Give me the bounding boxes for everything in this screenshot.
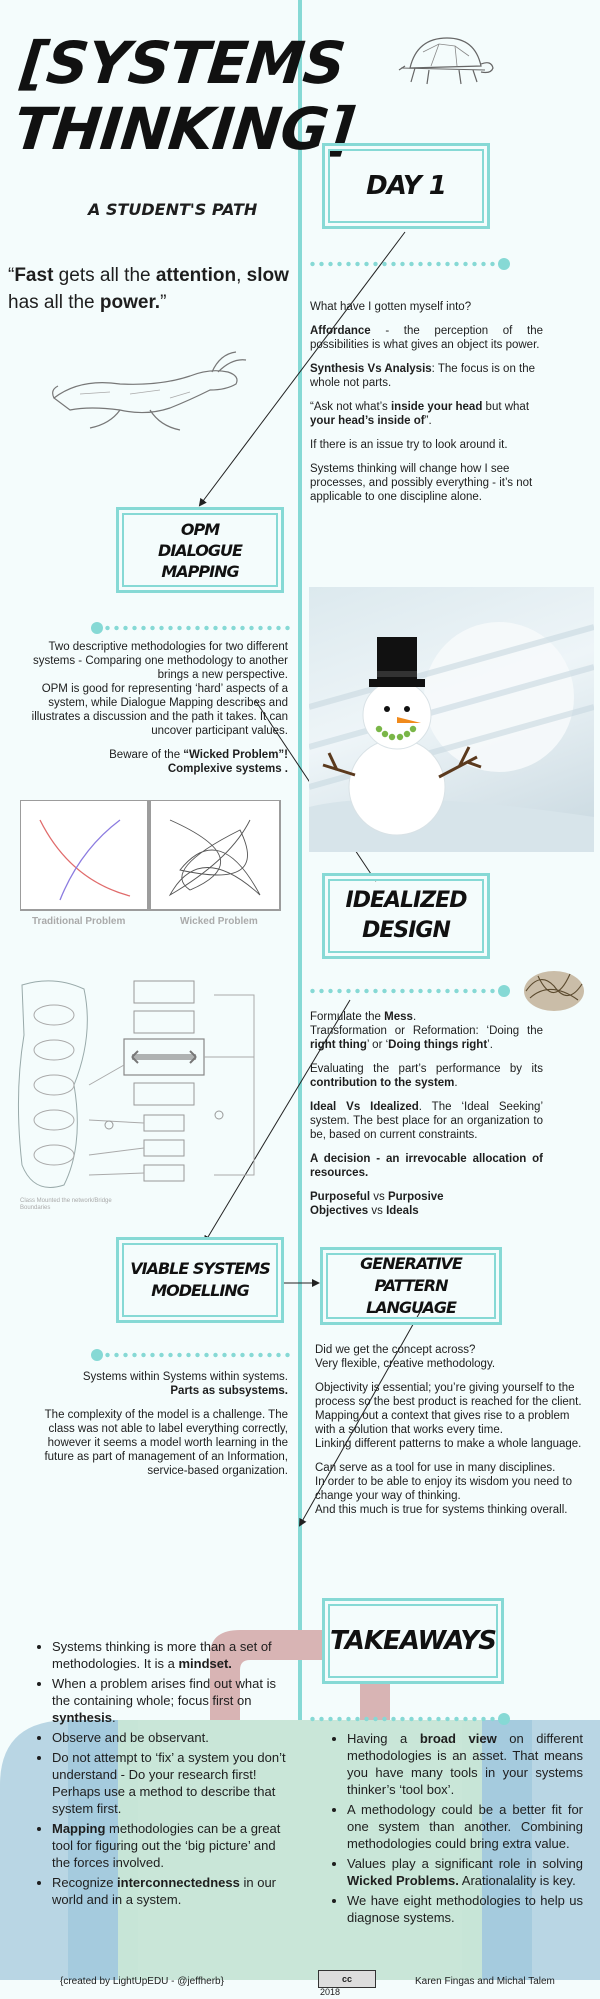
gpl-heading-line2: LANGUAGE bbox=[366, 1298, 456, 1317]
idealized-mess: Formulate the Mess. bbox=[310, 1011, 417, 1023]
vsm-text bbox=[22, 1370, 288, 1488]
day1-affordance: Affordance - the perception of the possibilities is what gives an object its power. bbox=[310, 325, 543, 351]
takeaway-right-item: • Values play a significant role in solving Wicked Problems. Arationalality is key. bbox=[347, 1855, 583, 1889]
idealized-objectives: Objectives vs Ideals bbox=[310, 1205, 419, 1217]
opm-complexive: Complexive systems . bbox=[167, 763, 288, 775]
takeaway-left-item: • Do not attempt to ‘fix’ a system you don’t understand - Do your research first! Perhaps use a method to describe that system first. bbox=[52, 1749, 292, 1817]
dots-divider-idealized-end bbox=[498, 985, 510, 997]
opm-description-2: OPM is good for representing ‘hard’ aspects of a system, while Dialogue Mapping describes and illustrates a discussion and the path it takes. It can uncover participant values. bbox=[31, 683, 288, 737]
dots-divider-takeaways-end bbox=[498, 1713, 510, 1725]
day1-heading: DAY 1 bbox=[366, 171, 446, 201]
day1-heading-box bbox=[322, 143, 490, 229]
gpl-concept: Did we get the concept across? bbox=[315, 1344, 476, 1356]
dots-divider-day1 bbox=[308, 261, 498, 267]
idealized-purposeful: Purposeful vs Purposive bbox=[310, 1191, 444, 1203]
gpl-linking: Linking different patterns to make a whole language. bbox=[315, 1438, 582, 1450]
traditional-problem-label: Traditional Problem bbox=[32, 916, 126, 927]
dots-divider-vsm-start bbox=[91, 1349, 103, 1361]
opm-heading-line2: DIALOGUE bbox=[158, 540, 242, 560]
snowman-photo bbox=[309, 587, 594, 852]
gpl-objectivity: Objectivity is essential; you’re giving yourself to the process so the best product is reached for the client. bbox=[315, 1382, 582, 1408]
opm-description: Two descriptive methodologies for two different systems - Comparing one methodology to another brings a new perspective. bbox=[32, 641, 288, 681]
opm-beware: Beware of the “Wicked Problem”! bbox=[109, 749, 288, 761]
idealized-transform: Transformation or Reformation: ‘Doing the right thing’ or ‘Doing things right’. bbox=[310, 1025, 543, 1051]
gpl-text bbox=[315, 1343, 590, 1517]
cc-license-badge[interactable] bbox=[318, 1970, 376, 1988]
dots-divider-day1-end bbox=[498, 258, 510, 270]
quote-attention: attention bbox=[155, 265, 237, 286]
day1-ask-not: “Ask not what’s inside your head but what your head’s inside of”. bbox=[310, 401, 530, 427]
vsm-complexity: The complexity of the model is a challenge. The class was not able to label everything correctly, however it seems a model worth learning in the future as part of management of an Information, service-based organization. bbox=[44, 1409, 288, 1477]
footer-authors: Karen Fingas and Michal Talem bbox=[415, 1976, 555, 1987]
idealized-heading-line2: DESIGN bbox=[362, 918, 450, 943]
gpl-mapping: Mapping out a context that gives rise to a problem with a solution that works every time. bbox=[315, 1410, 570, 1436]
cc-icon: cc bbox=[341, 1974, 352, 1984]
idealized-evaluate: Evaluating the part’s performance by its contribution to the system. bbox=[310, 1063, 543, 1089]
takeaways-left bbox=[30, 1638, 292, 1911]
main-title bbox=[11, 30, 363, 162]
gpl-heading-line1: GENERATIVE PATTERN bbox=[360, 1254, 462, 1295]
opm-heading-line1: OPM bbox=[180, 519, 220, 539]
takeaway-right-item: • We have eight methodologies to help us diagnose systems. bbox=[347, 1892, 583, 1926]
dots-divider-takeaways bbox=[308, 1716, 498, 1722]
takeaways-right bbox=[325, 1730, 583, 1929]
idealized-ideal: Ideal Vs Idealized. The ‘Ideal Seeking’ system. The best place for an organization to be, based on current constraints. bbox=[310, 1101, 544, 1141]
vsm-parts: Parts as subsystems. bbox=[170, 1385, 288, 1397]
idealized-decision: A decision - an irrevocable allocation of resources. bbox=[310, 1153, 543, 1179]
hare-tortoise-quote: “Fast gets all the attention, slow has all the power.” bbox=[8, 265, 289, 313]
takeaways-heading-box bbox=[322, 1598, 504, 1684]
dots-divider-idealized bbox=[308, 988, 498, 994]
takeaway-right-item: • Having a broad view on different methodologies is an asset. That means you have many tools in your systems thinker’s ‘tool box’. bbox=[347, 1730, 583, 1798]
opm-heading-line3: MAPPING bbox=[161, 561, 239, 581]
main-title-line2: THINKING] bbox=[10, 95, 357, 163]
takeaway-left-item: • Recognize interconnectedness in our world and in a system. bbox=[52, 1874, 292, 1908]
footer-year: 2018 bbox=[320, 1987, 341, 1997]
idealized-heading-line1: IDEALIZED bbox=[345, 888, 467, 913]
vsm-diagram-caption: Class Mounted the network/Bridge Boundaries bbox=[20, 1198, 112, 1211]
footer-credit: {created by LightUpEDU - @jeffherb} bbox=[60, 1976, 224, 1987]
day1-change: Systems thinking will change how I see processes, and possibly everything - it’s not applicable to one discipline alone. bbox=[310, 463, 533, 503]
vsm-heading-box bbox=[116, 1237, 284, 1323]
turtle-illustration bbox=[395, 30, 495, 90]
takeaway-right-item: • A methodology could be a better fit for one system than another. Combining methodologies could bring extra value. bbox=[347, 1801, 583, 1852]
takeaway-left-item: • Observe and be observant. bbox=[52, 1729, 292, 1746]
takeaway-left-item: • Mapping methodologies can be a great tool for figuring out the ‘big picture’ and the forces involved. bbox=[52, 1820, 292, 1871]
vsm-heading-line1: VIABLE SYSTEMS bbox=[130, 1259, 270, 1278]
quote-power: power. bbox=[99, 292, 161, 313]
gpl-flexible: Very flexible, creative methodology. bbox=[315, 1358, 496, 1370]
wicked-problem-label: Wicked Problem bbox=[180, 916, 258, 927]
takeaway-left-item: • When a problem arises find out what is the containing whole; focus first on synthesis. bbox=[52, 1675, 292, 1726]
hare-illustration bbox=[50, 348, 250, 438]
gpl-heading-box bbox=[320, 1247, 502, 1325]
dots-divider-opm bbox=[103, 625, 293, 631]
idealized-text bbox=[310, 1010, 543, 1218]
dots-divider-vsm bbox=[103, 1352, 293, 1358]
day1-issue: If there is an issue try to look around it. bbox=[310, 439, 508, 451]
main-title-line1: [SYSTEMS bbox=[17, 29, 348, 97]
idealized-heading-box bbox=[322, 873, 490, 959]
day1-text bbox=[310, 300, 543, 514]
gpl-true: And this much is true for systems thinking overall. bbox=[315, 1504, 568, 1516]
takeaways-heading: TAKEAWAYS bbox=[330, 1626, 496, 1656]
takeaways-right-list bbox=[325, 1730, 583, 1926]
tumbleweed-illustration bbox=[520, 966, 588, 1016]
day1-question: What have I gotten myself into? bbox=[310, 301, 472, 313]
day1-synthesis: Synthesis Vs Analysis: The focus is on the whole not parts. bbox=[310, 363, 536, 389]
vsm-heading-line2: MODELLING bbox=[151, 1281, 249, 1300]
problem-comparison-figure bbox=[20, 800, 290, 915]
quote-slow: slow bbox=[246, 265, 289, 286]
gpl-wisdom: In order to be able to enjoy its wisdom you need to change your way of thinking. bbox=[315, 1476, 572, 1502]
subtitle: A STUDENT'S PATH bbox=[88, 200, 258, 219]
gpl-tool: Can serve as a tool for use in many disciplines. bbox=[315, 1462, 556, 1474]
takeaway-left-item: • Systems thinking is more than a set of methodologies. It is a mindset. bbox=[52, 1638, 292, 1672]
opm-heading-box bbox=[116, 507, 284, 593]
takeaways-left-list bbox=[30, 1638, 292, 1908]
dots-divider-opm-start bbox=[91, 622, 103, 634]
vsm-diagram bbox=[14, 975, 272, 1215]
opm-text bbox=[22, 640, 288, 776]
vsm-systems-within: Systems within Systems within systems. bbox=[82, 1371, 288, 1383]
quote-fast: Fast bbox=[14, 265, 54, 286]
